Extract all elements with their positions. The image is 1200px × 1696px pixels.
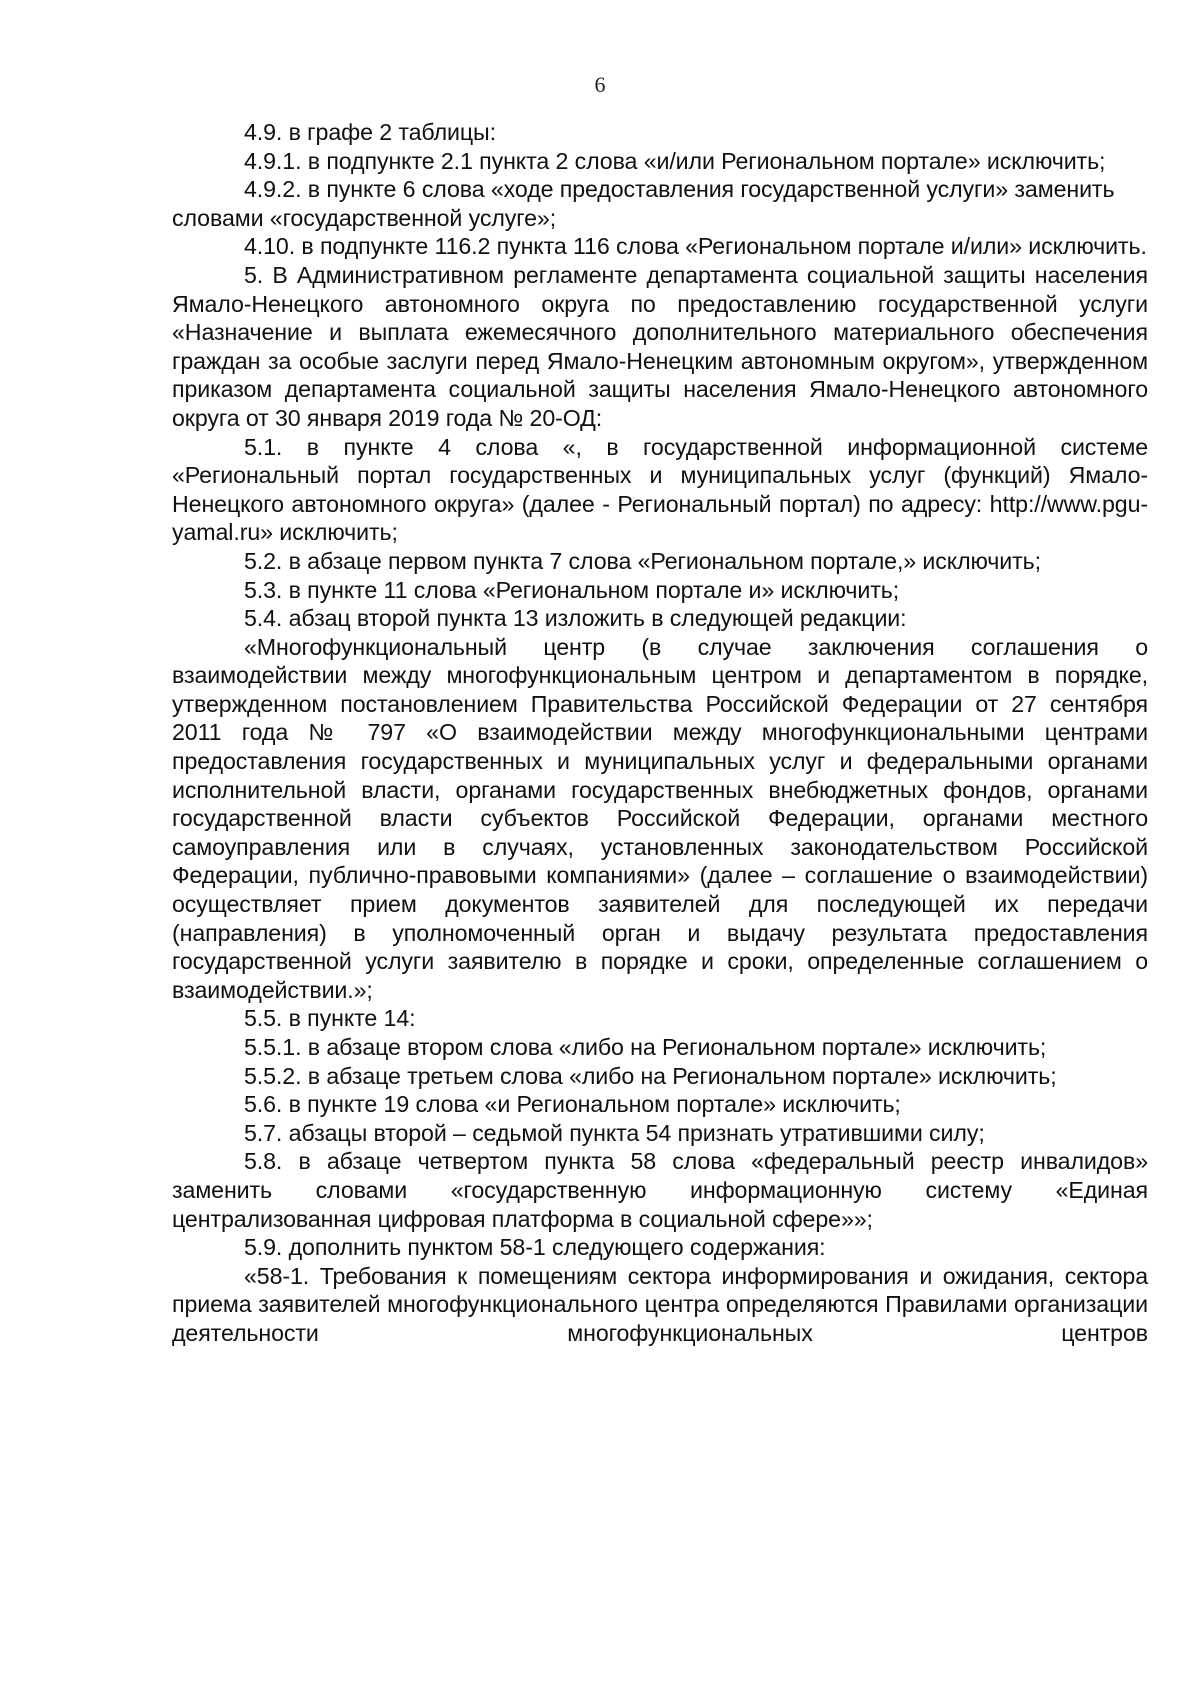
paragraph: 5.2. в абзаце первом пункта 7 слова «Региональном портале,» исключить; bbox=[244, 547, 1041, 574]
document-body bbox=[172, 118, 1148, 1348]
paragraph: «58-1. Требования к помещениям сектора информирования и ожидания, сектора приема заявителей многофункционального центра определяются Правилами организации деятельности многофункциональных центров bbox=[172, 1262, 1148, 1346]
paragraph: 4.10. в подпункте 116.2 пункта 116 слова «Региональном портале и/или» исключить. bbox=[244, 233, 1147, 260]
paragraph: 4.9.2. в пункте 6 слова «ходе предоставления государственной услуги» заменить словами «государственной услуге»; bbox=[172, 176, 1115, 231]
paragraph: 5.6. в пункте 19 слова «и Региональном портале» исключить; bbox=[244, 1091, 901, 1118]
paragraph: 4.9.1. в подпункте 2.1 пункта 2 слова «и/или Региональном портале» исключить; bbox=[244, 147, 1106, 174]
paragraph: 5.5.1. в абзаце втором слова «либо на Региональном портале» исключить; bbox=[244, 1034, 1047, 1060]
paragraph: 5.1. в пункте 4 слова «, в государственной информационной системе «Региональный портал государственных и муниципальных услуг (функций) Ямало-Ненецкого автономного округа» (далее - Региональный портал) по адресу: http://www.pgu-yamal.ru» исключить; bbox=[172, 433, 1148, 546]
paragraph: 4.9. в графе 2 таблицы: bbox=[244, 119, 496, 145]
paragraph: 5.3. в пункте 11 слова «Региональном портале и» исключить; bbox=[244, 576, 900, 603]
paragraph: 5.7. абзацы второй – седьмой пункта 54 признать утратившими силу; bbox=[244, 1119, 985, 1146]
paragraph: 5.9. дополнить пунктом 58-1 следующего содержания: bbox=[244, 1234, 826, 1261]
paragraph: 5.4. абзац второй пункта 13 изложить в следующей редакции: bbox=[244, 605, 907, 632]
paragraph: 5.5.2. в абзаце третьем слова «либо на Региональном портале» исключить; bbox=[244, 1062, 1057, 1089]
paragraph: 5. В Административном регламенте департамента социальной защиты населения Ямало-Ненецкого автономного округа по предоставлению государственной услуги «Назначение и выплата ежемесячного дополнительного материального обеспечения граждан за особые заслуги перед Ямало-Ненецким автономным округом», утвержденном приказом департамента социальной защиты населения Ямало-Ненецкого автономного округа от 30 января 2019 года № 20-ОД: bbox=[172, 261, 1148, 431]
paragraph: 5.5. в пункте 14: bbox=[244, 1005, 416, 1032]
page-number: 6 bbox=[594, 72, 606, 97]
paragraph: «Многофункциональный центр (в случае заключения соглашения о взаимодействии между многофункциональным центром и департаментом в порядке, утвержденном постановлением Правительства Российской Федерации от 27 сентября 2011 года № 797 «О взаимодействии между многофункциональными центрами предоставления государственных и муниципальных услуг и федеральными органами исполнительной власти, органами государственных внебюджетных фондов, органами государственной власти субъектов Российской Федерации, органами местного самоуправления или в случаях, установленных законодательством Российской Федерации, публично-правовыми компаниями» (далее – соглашение о взаимодействии) осуществляет прием документов заявителей для последующей их передачи (направления) в уполномоченный орган и выдачу результата предоставления государственной услуги заявителю в порядке и сроки, определенные соглашением о взаимодействии.»; bbox=[172, 633, 1148, 1003]
paragraph: 5.8. в абзаце четвертом пункта 58 слова «федеральный реестр инвалидов» заменить словами «государственную информационную систему «Единая централизованная цифровая платформа в социальной сфере»»; bbox=[172, 1148, 1148, 1232]
